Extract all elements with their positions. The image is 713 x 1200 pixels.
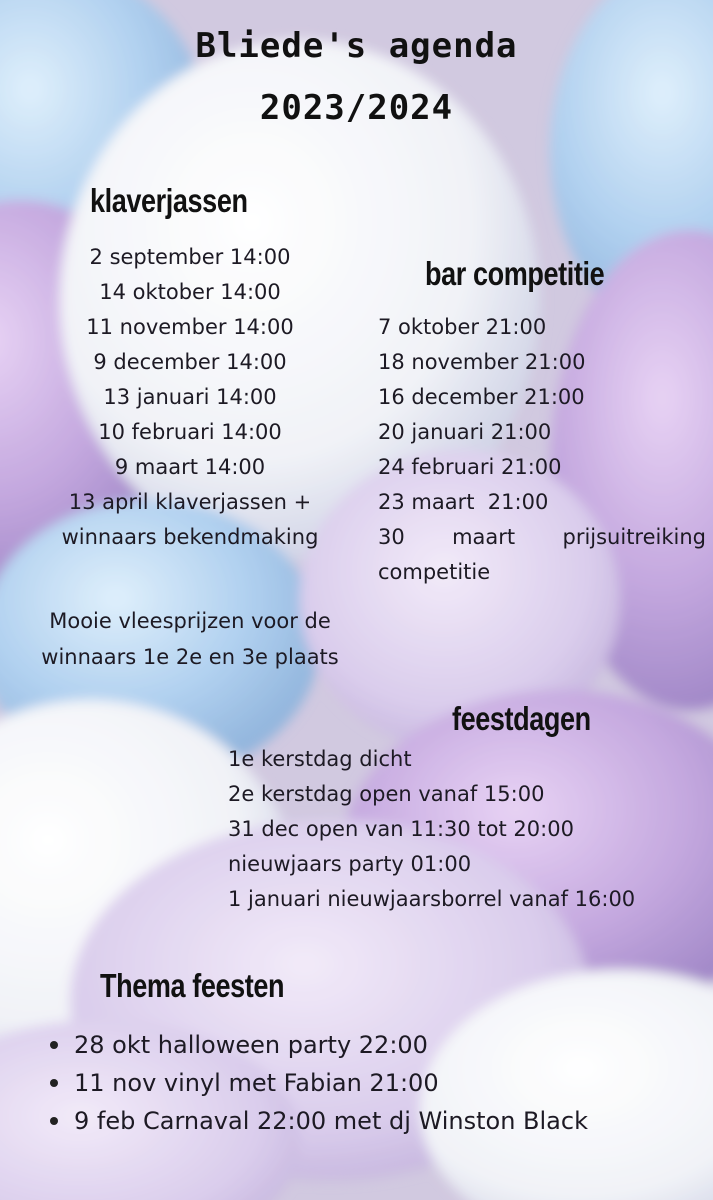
final-word: maart [452, 525, 516, 549]
thema-list [50, 1026, 588, 1140]
feestdagen-heading: feestdagen [452, 700, 591, 737]
list-item: 23 maart 21:00 [378, 490, 549, 514]
bar-competitie-heading: bar competitie [425, 255, 605, 292]
page-title-line1: Bliede's agenda [195, 26, 518, 66]
list-item [50, 1064, 588, 1102]
list-item: 16 december 21:00 [378, 385, 585, 409]
thema-item-text: 9 feb Carnaval 22:00 met dj Winston Black [74, 1107, 588, 1135]
list-item: 2 september 14:00 [89, 245, 291, 269]
prize-text-line1: Mooie vleesprijzen voor de [49, 609, 331, 633]
feestdagen-list [228, 742, 635, 917]
list-item: 18 november 21:00 [378, 350, 586, 374]
list-item [50, 1026, 588, 1064]
list-item: 14 oktober 14:00 [99, 280, 281, 304]
list-item [50, 1102, 588, 1140]
thema-item-text: 11 nov vinyl met Fabian 21:00 [74, 1069, 439, 1097]
bullet-icon [50, 1079, 58, 1087]
bullet-icon [50, 1041, 58, 1049]
list-item: 7 oktober 21:00 [378, 315, 547, 339]
list-item: 9 maart 14:00 [114, 455, 266, 479]
thema-heading: Thema feesten [100, 967, 285, 1004]
klaverjassen-dates [0, 240, 380, 555]
list-item: winnaars bekendmaking [61, 525, 319, 549]
final-word: 30 [378, 525, 405, 549]
prize-text-line2: winnaars 1e 2e en 3e plaats [41, 645, 339, 669]
thema-item-text: 28 okt halloween party 22:00 [74, 1031, 428, 1059]
list-item: 9 december 14:00 [93, 350, 287, 374]
list-item: 2e kerstdag open vanaf 15:00 [228, 782, 545, 806]
list-item: 11 november 14:00 [86, 315, 294, 339]
bar-competitie-dates [378, 310, 706, 590]
bar-competitie-final [378, 520, 706, 555]
list-item: 13 april klaverjassen + [68, 490, 312, 514]
list-item: 1e kerstdag dicht [228, 747, 412, 771]
list-item: 24 februari 21:00 [378, 455, 562, 479]
list-item: 20 januari 21:00 [378, 420, 552, 444]
list-item: 10 februari 14:00 [98, 420, 282, 444]
bullet-icon [50, 1117, 58, 1125]
list-item: 1 januari nieuwjaarsborrel vanaf 16:00 [228, 887, 636, 911]
list-item: competitie [378, 560, 491, 584]
page-title-line2: 2023/2024 [259, 88, 454, 128]
final-word: prijsuitreiking [562, 525, 706, 549]
list-item: 31 dec open van 11:30 tot 20:00 [228, 817, 574, 841]
list-item: nieuwjaars party 01:00 [228, 852, 472, 876]
list-item: 13 januari 14:00 [103, 385, 277, 409]
klaverjassen-heading: klaverjassen [90, 182, 248, 219]
